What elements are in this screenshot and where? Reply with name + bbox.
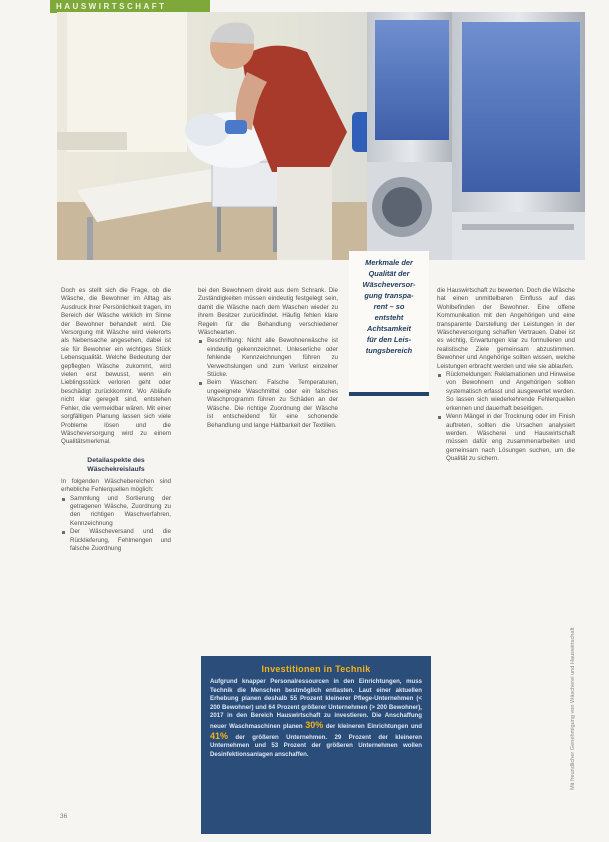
list-item: Beschriftung: Nicht alle Bewohnerwäsche ist eindeutig gekennzeichnet. Unleserliche oder fehlende Kennzeichnungen führen zu Verwechslungen und zum Verlust einzelner Stücke. <box>198 337 338 379</box>
caption-line: rent – so <box>373 302 405 311</box>
caption-line: Achtsamkeit <box>367 324 411 333</box>
caption-line: Merkmale der <box>365 258 413 267</box>
text-column-3 <box>437 287 575 464</box>
text-column-1 <box>61 287 171 553</box>
list-item: Wenn Mängel in der Trocknung oder im Finish auftreten, sollten die Ursachen analysiert werden. Wäscherei und Hauswirtschaft müssen dafür eng zusammenarbeiten und gemeinsam nach Lösungen suchen, um die Qualität zu sichern. <box>437 413 575 463</box>
caption-line: entsteht <box>374 313 404 322</box>
list-item: Beim Waschen: Falsche Temperaturen, ungeeignete Waschmittel oder ein falsches Waschprogramm führen zu Schäden an der Wäsche. Die richtige Zuordnung der Wäsche ist entscheidend für eine schonende Behandlung und lange Haltbarkeit der Textilien. <box>198 379 338 429</box>
info-text-a: Aufgrund knapper Personalressourcen in den Einrichtungen, muss Technik die Menschen bestmöglich entlasten. Laut einer aktuellen Erhebung planen deshalb 55 Prozent kleinerer Pflege-Unternehmen (< 200 Bewohner) und 64 Prozent größerer Unternehmen (> 200 Bewohner), 2017 in den Bereich Hauswirtschaft zu investieren. Die Anschaffung neuer Waschmaschinen planen <box>210 678 422 730</box>
info-text-c: der größeren Unternehmen. 29 Prozent der kleineren Unternehmen und 53 Prozent der größeren Unternehmen wollen Desinfektionsanlagen anschaffen. <box>210 733 422 758</box>
column-subheading: Detailaspekte des Wäschekreislaufs <box>87 456 145 473</box>
photo-caption <box>349 251 429 396</box>
info-text-b: der kleineren Einrichtungen und <box>325 722 422 730</box>
caption-line: gung transpa- <box>364 291 414 300</box>
caption-line: Wäscheversor- <box>362 280 416 289</box>
column-paragraph: Doch es stellt sich die Frage, ob die Wäsche, die Bewohner im Alltag als Ausdruck ihrer Persönlichkeit tragen, im Bereich der Wäsche wirklich im Sinne der Bewohner behandelt wird. Die Versorgung mit Wäsche wird vielerorts als Nebensache angesehen, dabei ist sie für Bewohner ein wichtiges Stück Lebensqualität. Welche Bedeutung der gepflegten Wäsche zukommt, wird vielen erst bewusst, wenn ein Lieblingsstück verloren geht oder beschädigt zurückkommt. Wo Abläufe nicht klar geregelt sind, entstehen Fehler, die vermeidbar wären. Mit einer sorgfältigen Planung lassen sich viele Probleme lösen und die Wäscheversorgung wird zu einem Qualitätsmerkmal. <box>61 287 171 446</box>
caption-line: für den Leis- <box>366 335 412 344</box>
column-paragraph: In folgenden Wäschebereichen sind erhebliche Fehlerquellen möglich: <box>61 477 171 494</box>
highlight-percent-small: 30% <box>305 719 324 730</box>
caption-line: Qualität der <box>368 269 410 278</box>
info-box-text <box>210 678 422 759</box>
column-paragraph: die Hauswirtschaft zu bewerten. Doch die Wäsche hat einen unmittelbaren Einfluss auf das Wohlbefinden der Bewohner. Eine offene Kommunikation mit den Angehörigen und eine transparente Darstellung der Leistungen in der Wäscheversorgung schaffen Vertrauen. Dabei ist es wichtig, Erwartungen klar zu formulieren und realistische Ziele gemeinsam abzustimmen. Bewohner und Angehörige sollten wissen, welche Leistungen erbracht werden und wie sie ablaufen. <box>437 287 575 370</box>
section-ribbon: HAUSWIRTSCHAFT <box>50 0 210 13</box>
list-item: Sammlung und Sortierung der getragenen Wäsche, Zuordnung zu den richtigen Waschverfahren, Kennzeichnung <box>61 495 171 529</box>
list-item: Rückmeldungen: Reklamationen und Hinweise von Bewohnern und Angehörigen sollten systematisch erfasst und ausgewertet werden. So lassen sich wiederkehrende Fehlerquellen erkennen und dauerhaft beseitigen. <box>437 371 575 413</box>
bullet-list <box>61 495 171 554</box>
list-item: Der Wäscheversand und die Rücklieferung, Fehlmengen und falsche Zuordnung <box>61 528 171 553</box>
bullet-list <box>437 371 575 463</box>
highlight-percent-large: 41% <box>210 730 229 741</box>
info-box <box>201 656 431 834</box>
text-column-2 <box>198 287 338 430</box>
page-number: 36 <box>60 813 68 820</box>
info-box-title: Investitionen in Technik <box>261 664 371 674</box>
caption-line: tungsbereich <box>365 346 413 355</box>
bullet-list <box>198 337 338 429</box>
vertical-credit: Mit freundlicher Genehmigung von Wäscherei und Hauswirtschaft <box>570 627 576 790</box>
laundry-photo <box>57 12 585 260</box>
column-paragraph: bei den Bewohnern direkt aus dem Schrank. Die Zuständigkeiten müssen eindeutig festgelegt sein, damit die Wäsche nach dem Waschen wieder zu ihrem Besitzer zurückfindet. Häufig fehlen klare Regeln für die Behandlung verschiedener Wäschearten. <box>198 287 338 337</box>
laundry-worker-photo-icon <box>57 12 585 260</box>
